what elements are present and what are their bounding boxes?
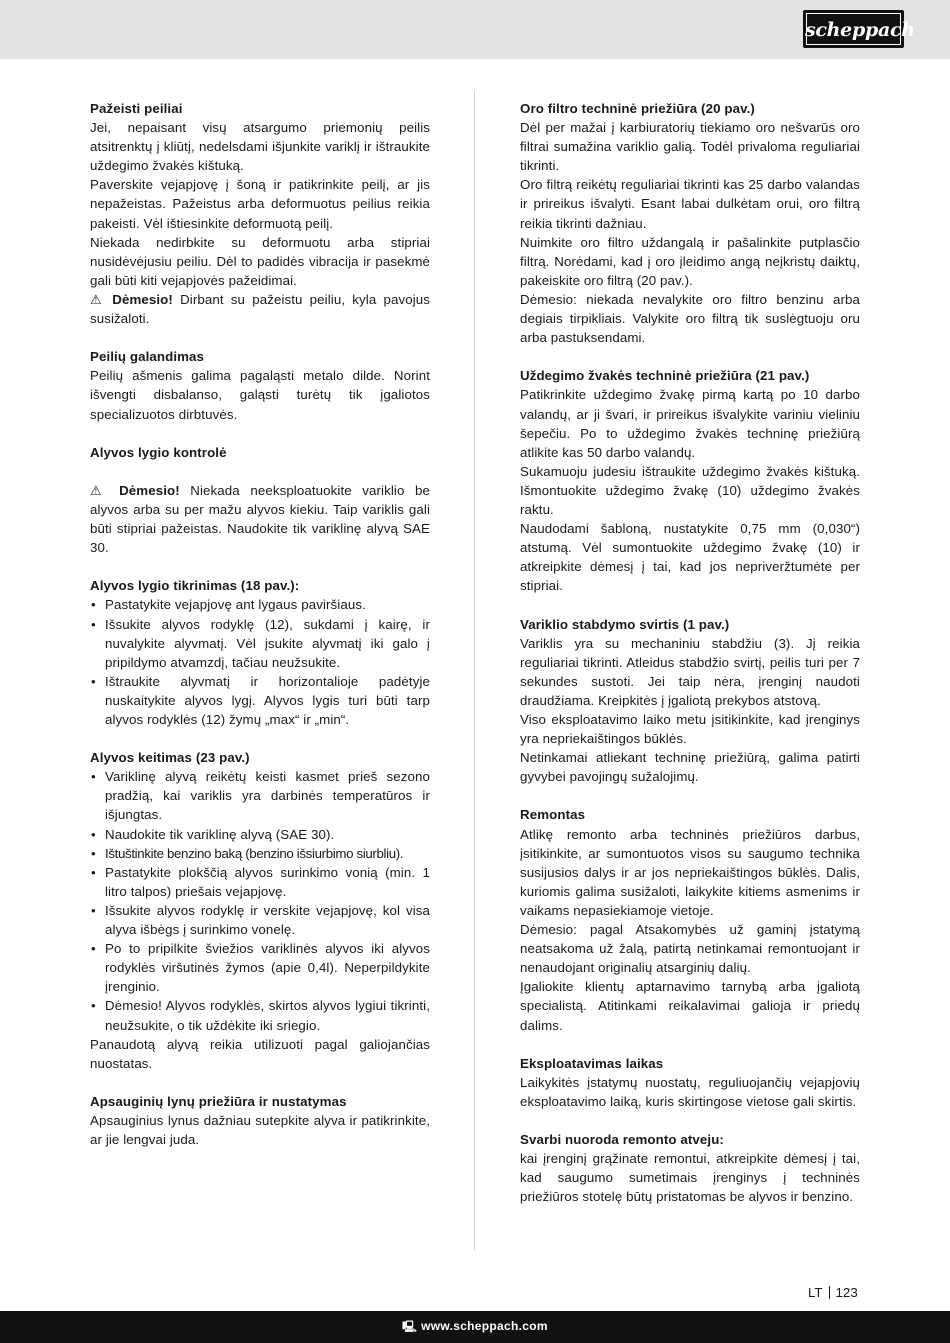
paragraph: Laikykitės įstatymų nuostatų, reguliuojančių vejapjovių eksploatavimo laiką, kuris skirtingose vietose gali skirtis. [520,1074,860,1109]
section-title: Svarbi nuoroda remonto atveju: [520,1132,724,1148]
section-oil-level-check [90,576,430,729]
warning-label: Dėmesio! [119,482,180,498]
left-column [90,99,430,1168]
warning-icon: ⚠ [90,482,109,498]
section-title: Pažeisti peiliai [90,101,183,116]
paragraph: Sukamuoju judesiu ištraukite uždegimo žvakės kištuką. Išmontuokite uždegimo žvakę (10) uždegimo žvakės raktu. [520,463,860,517]
paragraph: Nuimkite oro filtro uždangalą ir pašalinkite putplasčio filtrą. Norėdami, kad į oro įleidimo angą neįkristų daiktų, pakeiskite oro filtrą (20 pav.). [520,234,860,288]
section-repair [520,805,860,1034]
warning-paragraph [90,290,430,328]
paragraph: Dėl per mažai į karbiuratorių tiekiamo oro nešvarūs oro filtrai sumažina variklio galią. Todėl privaloma reguliariai tikrinti. [520,120,860,174]
paragraph: Patikrinkite uždegimo žvakę pirmą kartą po 10 darbo valandų, ar ji švari, ir prireikus išvalykite variniu vieliniu šepečiu. Po to uždegimo žvakės techninę priežiūrą atlikite kas 50 darbo valandų. [520,387,860,460]
section-oil-level-control [90,443,430,558]
section-title: Alyvos lygio kontrolė [90,444,227,460]
paragraph: Apsauginius lynus dažniau sutepkite alyva ir patikrinkite, ar jie lengvai juda. [90,1112,430,1148]
list-item: • Naudokite tik variklinę alyvą (SAE 30). [90,825,430,844]
list-item: • Ištraukite alyvmatį ir horizontalioje padėtyje nuskaitykite alyvos lygį. Alyvos lygis turi būti tarp alyvos rodyklės (12) žymų „max“ ir „min“. [90,672,430,729]
section-spark-plug [520,366,860,595]
section-blade-sharpening [90,347,430,423]
list-item: • Ištuštinkite benzino baką (benzino išsiurbimo siurbliu). [90,844,430,863]
paragraph: Niekada nedirbkite su deformuotu arba stipriai nusidėvėjusiu peiliu. Dėl to padidės vibracija ir pasekmė gali būti kiti vejapjovės pažeidimai. [90,234,430,288]
column-divider [474,90,475,1250]
paragraph: Naudodami šabloną, nustatykite 0,75 mm (0,030“) atstumą. Vėl sumontuokite uždegimo žvakę (10) ir atkreipkite dėmesį į tai, kad jos nepriveržtumėte per stipriai. [520,521,860,594]
page-footer [0,1311,950,1343]
section-title: Variklio stabdymo svirtis (1 pav.) [520,616,730,632]
paragraph: Panaudotą alyvą reikia utilizuoti pagal galiojančias nuostatas. [90,1036,430,1071]
paragraph: Peilių ašmenis galima pagaląsti metalo dilde. Norint išvengti disbalanso, galąsti turėtų tik įgaliotos specializuotos dirbtuvės. [90,368,430,422]
paragraph: Netinkamai atliekant techninę priežiūrą, galima patirti gyvybei pavojingų sužalojimų. [520,750,860,785]
paragraph: Jei, nepaisant visų atsargumo priemonių peilis atsitrenktų į kliūtį, nedelsdami išjunkite variklį ir ištraukite uždegimo žvakės kištuką. [90,120,430,174]
section-title: Remontas [520,807,586,823]
section-operating-time [520,1054,860,1111]
page-header [0,0,950,59]
warning-label: Dėmesio! [112,291,173,307]
list-item: • Pastatykite plokščią alyvos surinkimo vonią (min. 1 litro talpos) priešais vejapjovę. [90,863,430,901]
language-code: LT [808,1285,823,1300]
section-title: Peilių galandimas [90,349,205,365]
section-air-filter [520,99,860,347]
section-damaged-blades [90,99,430,328]
bullet-list [90,767,430,1034]
section-title: Alyvos lygio tikrinimas (18 pav.): [90,578,300,594]
list-item: • Dėmesio! Alyvos rodyklės, skirtos alyvos lygiui tikrinti, neužsukite, o tik uždėkite iki sriegio. [90,996,430,1034]
section-safety-cables [90,1092,430,1149]
paragraph: Paverskite vejapjovę į šoną ir patikrinkite peilį, ar jis nepažeistas. Pažeistus arba deformuotus peilius reikia pakeisti. Vėl ištiesinkite deformuotą peilį. [90,177,430,231]
warning-text: Dirbant su pažeistu peiliu, kyla pavojus susižaloti. [90,291,431,327]
page-number-value: 123 [835,1285,858,1300]
warning-text: Niekada neeksploatuokite variklio be alyvos arba su per mažu alyvos kiekiu. Taip variklis gali būti stipriai pažeistas. Naudokite tik variklinę alyvą SAE 30. [90,482,431,556]
right-column [520,99,860,1226]
warning-paragraph [90,481,430,557]
paragraph: Oro filtrą reikėtų reguliariai tikrinti kas 25 darbo valandas ir prireikus išvalyti. Esant labai dulkėtam orui, oro filtrą reikia tikrinti dažniau. [520,177,860,231]
paragraph: Dėmesio: pagal Atsakomybės už gaminį įstatymą neatsakoma už žalą, patirtą netinkamai remontuojant ir nenaudojant originalių atsarginių dalių. [520,922,860,976]
list-item: • Pastatykite vejapjovę ant lygaus paviršiaus. [90,595,430,614]
separator [829,1286,830,1299]
section-repair-note [520,1130,860,1206]
section-title: Apsauginių lynų priežiūra ir nustatymas [90,1093,347,1109]
list-item: • Po to pripilkite šviežios variklinės alyvos iki alyvos rodyklės viršutinės žymos (apie 0,4l). Neperpildykite įrenginio. [90,939,430,996]
paragraph: Atlikę remonto arba techninės priežiūros darbus, įsitikinkite, ar sumontuotos visos su saugumo technika susijusios dalys ir ar jos nepriekaištingos būklės. Dalis, kuriomis galima susižaloti, laikykite kitiems asmenims ir vaikams nepasiekiamoje vietoje. [520,826,860,918]
section-engine-brake-lever [520,615,860,787]
section-title: Oro filtro techninė priežiūra (20 pav.) [520,101,755,116]
website-link[interactable]: www.scheppach.com [421,1319,548,1333]
paragraph: kai įrenginį grąžinate remontui, atkreipkite dėmesį į tai, kad saugumo sumetimais įrenginys į techninės priežiūros stotelę būtų pristatomas be alyvos ir benzino. [520,1151,860,1205]
brand-logo: scheppach [803,10,904,48]
warning-icon: ⚠ [90,291,106,307]
section-title: Alyvos keitimas (23 pav.) [90,750,250,766]
paragraph: Viso eksploatavimo laiko metu įsitikinkite, kad įrenginys yra nepriekaištingos būklės. [520,712,860,747]
list-item: • Variklinę alyvą reikėtų keisti kasmet prieš sezono pradžią, kai variklis yra darbinės temperatūros ir išjungtas. [90,767,430,824]
paragraph: Dėmesio: niekada nevalykite oro filtro benzinu arba degiais tirpikliais. Valykite oro filtrą tik suslėgtuoju oru arba pastuksendami. [520,291,860,346]
computer-icon: 🖳 [402,1321,418,1333]
paragraph: Įgaliokite klientų aptarnavimo tarnybą arba įgaliotą specialistą. Atitinkami reikalavimai galioja ir priedų dalims. [520,979,860,1033]
section-oil-change [90,748,430,1073]
list-item: • Išsukite alyvos rodyklę (12), sukdami į kairę, ir nuvalykite alyvmatį. Vėl įsukite alyvmatį iki galo į pripildymo atvamzdį, tačiau neužsukite. [90,615,430,672]
list-item: • Išsukite alyvos rodyklę ir verskite vejapjovę, kol visa alyva išbėgs į surinkimo vonelę. [90,901,430,939]
section-title: Eksploatavimas laikas [520,1055,664,1071]
bullet-list [90,595,430,729]
paragraph: Variklis yra su mechaniniu stabdžiu (3). Jį reikia reguliariai tikrinti. Atleidus stabdžio svirtį, peilis turi per 7 sekundes sustoti. Jei taip nėra, įrenginį naudoti draudžiama. Kreipkitės į įgaliotą prekybos atstovą. [520,635,860,708]
page-number [808,1285,858,1300]
section-title: Uždegimo žvakės techninė priežiūra (21 pav.) [520,368,810,384]
